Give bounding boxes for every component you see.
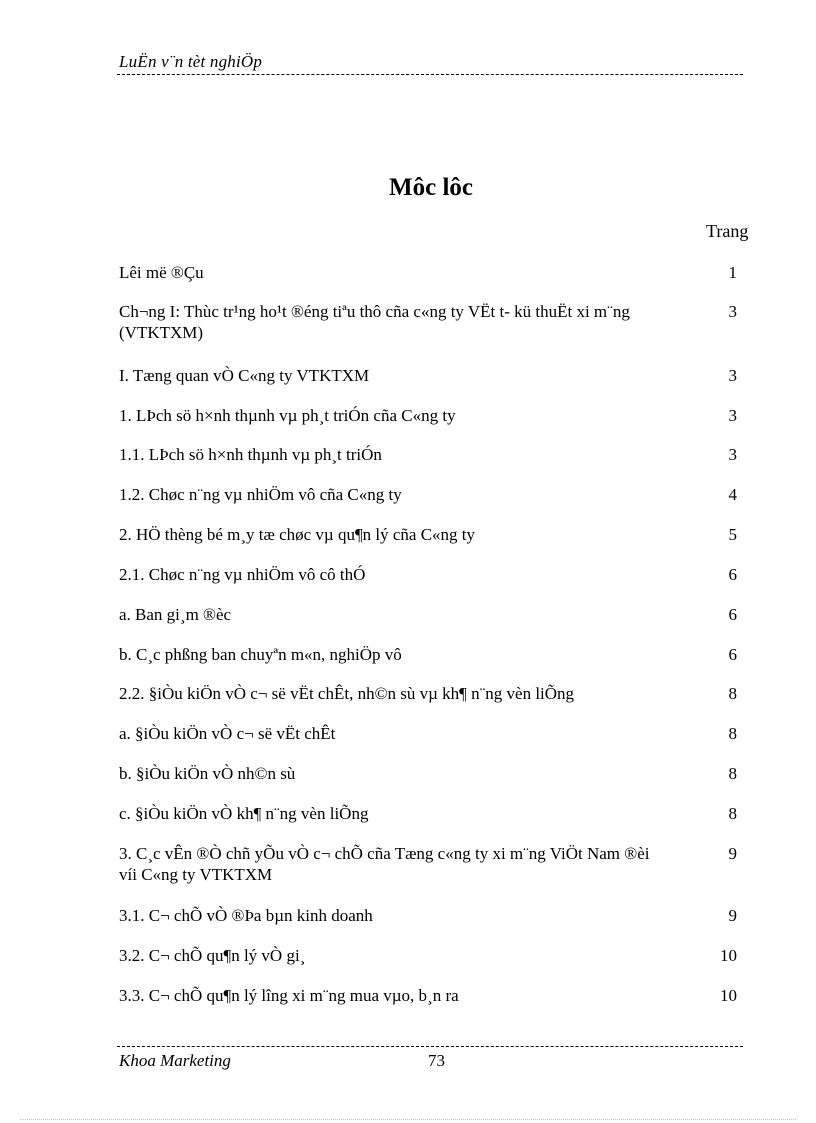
toc-entry-page: 3	[728, 302, 737, 321]
toc-entry-page: 8	[728, 804, 737, 823]
toc-entry-page: 4	[728, 485, 737, 504]
toc-entry-title: Ch¬ng I: Thùc tr¹ng ho¹t ®éng tiªu thô cña c«ng ty VËt t- kü thuËt xi m¨ng (VTKTXM)	[119, 302, 630, 342]
toc-entry-title: 3.1. C¬ chÕ vÒ ®Þa bµn kinh doanh	[119, 906, 373, 925]
toc-entry-page: 6	[728, 565, 737, 584]
page-column-label: Trang	[706, 221, 749, 241]
toc-entry-page: 8	[728, 724, 737, 743]
page-title: Môc lôc	[389, 174, 473, 201]
toc-entry-page: 9	[728, 906, 737, 925]
toc-entry-title: 2.2. §iÒu kiÖn vÒ c¬ së vËt chÊt, nh©n sù vµ kh¶ n¨ng vèn liÕng	[119, 684, 575, 703]
toc-entry-title: 3. C¸c vÊn ®Ò chñ yÕu vÒ c¬ chÕ cña Tæng c«ng ty xi m¨ng ViÖt Nam ®èi víi C«ng ty VTKTXM	[119, 844, 650, 884]
toc-entry-page: 1	[728, 263, 737, 282]
toc-entry-title: 2. HÖ thèng bé m¸y tæ chøc vµ qu¶n lý cña C«ng ty	[119, 525, 476, 544]
toc-entry-title: b. §iÒu kiÖn vÒ nh©n sù	[119, 764, 296, 783]
toc-entry-title: 1. LÞch sö h×nh thµnh vµ ph¸t triÓn cña C«ng ty	[119, 406, 456, 425]
toc-entry-title: 3.3. C¬ chÕ qu¶n lý lîng xi m¨ng mua vµo, b¸n ra	[119, 986, 459, 1005]
toc-entry-page: 8	[728, 764, 737, 783]
footer-page-number: 73	[428, 1051, 445, 1070]
toc-entry-page: 10	[720, 946, 737, 965]
toc-entry-title: 1.1. LÞch sö h×nh thµnh vµ ph¸t triÓn	[119, 445, 382, 464]
toc-entry-title: c. §iÒu kiÖn vÒ kh¶ n¨ng vèn liÕng	[119, 804, 369, 823]
toc-entry-page: 3	[728, 366, 737, 385]
toc-entry-title: b. C¸c phßng ban chuyªn m«n, nghiÖp vô	[119, 645, 402, 664]
toc-entry-title: a. §iÒu kiÖn vÒ c¬ së vËt chÊt	[119, 724, 336, 743]
toc-entry-title: a. Ban gi¸m ®èc	[119, 605, 232, 624]
toc-entry-page: 6	[728, 605, 737, 624]
toc-entry-page: 3	[728, 445, 737, 464]
toc-entry-page: 5	[728, 525, 737, 544]
toc-entry-page: 3	[728, 406, 737, 425]
toc-entry-page: 10	[720, 986, 737, 1005]
toc-entry-title: 2.1. Chøc n¨ng vµ nhiÖm vô cô thÓ	[119, 565, 366, 584]
running-header: LuËn v¨n tèt nghiÖp	[119, 52, 263, 71]
toc-entry-title: 3.2. C¬ chÕ qu¶n lý vÒ gi¸	[119, 946, 306, 965]
toc-entry-page: 8	[728, 684, 737, 703]
toc-entry-page: 9	[728, 844, 737, 863]
toc-entry-title: I. Tæng quan vÒ C«ng ty VTKTXM	[119, 366, 370, 385]
toc-entry-page: 6	[728, 645, 737, 664]
toc-entry-title: Lêi më ®Çu	[119, 263, 204, 282]
footer-department: Khoa Marketing	[119, 1051, 231, 1070]
toc-entry-title: 1.2. Chøc n¨ng vµ nhiÖm vô cña C«ng ty	[119, 485, 402, 504]
footer-divider	[117, 1046, 743, 1047]
page-edge-line	[20, 1119, 796, 1120]
